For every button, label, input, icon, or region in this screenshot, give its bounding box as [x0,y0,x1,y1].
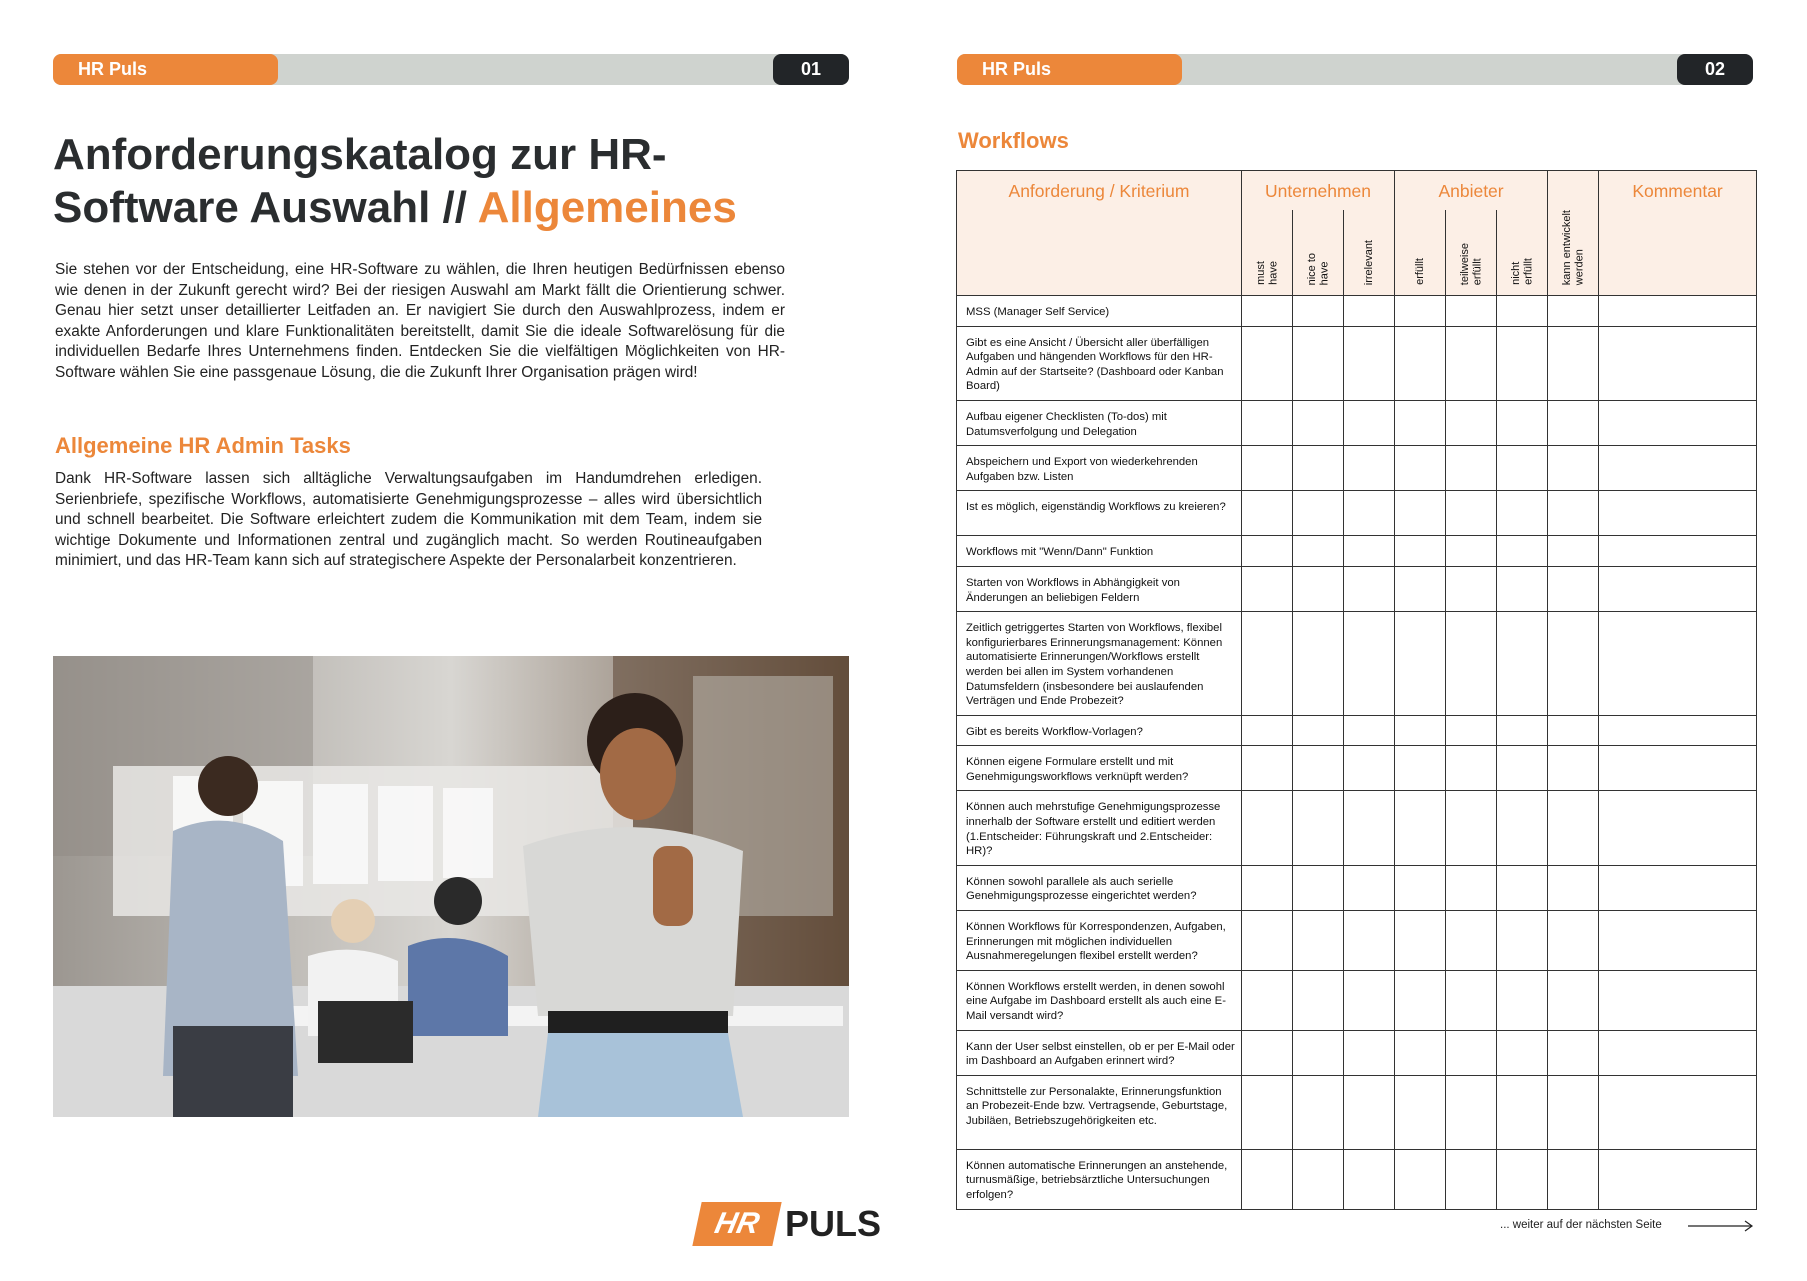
rating-cell[interactable] [1242,1149,1293,1209]
rating-cell[interactable] [1242,612,1293,716]
rating-cell[interactable] [1242,400,1293,445]
table-row [957,1030,1757,1075]
comment-cell[interactable] [1599,400,1757,445]
sub-header-not-fulfilled [1497,210,1548,296]
requirement-text: Kann der User selbst einstellen, ob er per E-Mail oder im Dashboard an Aufgaben erinnert wird? [957,1030,1242,1075]
comment-cell[interactable] [1599,715,1757,746]
comment-cell[interactable] [1599,791,1757,865]
rating-cell[interactable] [1446,536,1497,567]
rating-cell[interactable] [1548,1149,1599,1209]
rating-cell[interactable] [1497,970,1548,1030]
rating-cell[interactable] [1395,446,1446,491]
rating-cell[interactable] [1548,612,1599,716]
long-right-arrow-icon [1688,1219,1754,1233]
office-photo [53,656,849,1117]
rating-cell[interactable] [1497,400,1548,445]
comment-cell[interactable] [1599,446,1757,491]
rating-cell[interactable] [1395,566,1446,611]
comment-cell[interactable] [1599,1149,1757,1209]
rating-cell[interactable] [1293,446,1344,491]
rating-cell[interactable] [1293,536,1344,567]
rating-cell[interactable] [1395,612,1446,716]
rating-cell[interactable] [1242,446,1293,491]
rating-cell[interactable] [1497,1149,1548,1209]
rating-cell[interactable] [1497,1030,1548,1075]
document-title [53,128,813,234]
rating-cell[interactable] [1344,911,1395,971]
requirement-text: Können auch mehrstufige Genehmigungsprozesse innerhalb der Software erstellt und editiert werden (1.Entscheider: Führungskraft und 2.Entscheider: HR)? [957,791,1242,865]
rating-cell[interactable] [1395,715,1446,746]
rating-cell[interactable] [1446,970,1497,1030]
table-row [957,970,1757,1030]
rating-cell[interactable] [1395,400,1446,445]
rating-cell[interactable] [1395,536,1446,567]
requirement-text: Ist es möglich, eigenständig Workflows zu kreieren? [957,491,1242,536]
rating-cell[interactable] [1497,536,1548,567]
rating-cell[interactable] [1395,1030,1446,1075]
rating-cell[interactable] [1548,970,1599,1030]
table-row [957,865,1757,910]
rating-cell[interactable] [1293,400,1344,445]
rating-cell[interactable] [1446,491,1497,536]
comment-cell[interactable] [1599,970,1757,1030]
table-row [957,400,1757,445]
rating-cell[interactable] [1293,1149,1344,1209]
rating-cell[interactable] [1242,566,1293,611]
requirement-text: Gibt es bereits Workflow-Vorlagen? [957,715,1242,746]
rating-cell[interactable] [1242,326,1293,400]
rating-cell[interactable] [1446,612,1497,716]
rating-cell[interactable] [1446,296,1497,327]
col-header-can-develop [1548,171,1599,296]
rating-cell[interactable] [1242,715,1293,746]
rating-cell[interactable] [1548,1030,1599,1075]
rating-cell[interactable] [1242,970,1293,1030]
table-row [957,566,1757,611]
rating-cell[interactable] [1293,612,1344,716]
requirements-table-body [957,296,1757,1210]
requirement-text: Können sowohl parallele als auch serielle Genehmigungsprozesse eingerichtet werden? [957,865,1242,910]
rating-cell[interactable] [1293,865,1344,910]
rating-cell[interactable] [1446,446,1497,491]
comment-cell[interactable] [1599,1030,1757,1075]
rating-cell[interactable] [1293,326,1344,400]
rating-cell[interactable] [1344,970,1395,1030]
logo-puls: PULS [785,1203,882,1244]
sub-header-label: irrelevant [1362,239,1375,285]
rating-cell[interactable] [1242,491,1293,536]
rating-cell[interactable] [1293,566,1344,611]
rating-cell[interactable] [1242,746,1293,791]
brand-tag: HR Puls [957,54,1182,85]
requirements-table [956,170,1757,1210]
table-row [957,612,1757,716]
requirement-text: Können eigene Formulare erstellt und mit Genehmigungsworkflows verknüpft werden? [957,746,1242,791]
rating-cell[interactable] [1395,296,1446,327]
requirement-text: Starten von Workflows in Abhängigkeit von Änderungen an beliebigen Feldern [957,566,1242,611]
rating-cell[interactable] [1395,911,1446,971]
table-row [957,1149,1757,1209]
comment-cell[interactable] [1599,865,1757,910]
rating-cell[interactable] [1395,791,1446,865]
rating-cell[interactable] [1497,296,1548,327]
page-number: 01 [773,54,849,85]
rating-cell[interactable] [1344,536,1395,567]
rating-cell[interactable] [1497,1075,1548,1149]
rating-cell[interactable] [1395,970,1446,1030]
rating-cell[interactable] [1344,491,1395,536]
col-group-company: Unternehmen [1242,171,1395,211]
requirement-text: Abspeichern und Export von wiederkehrenden Aufgaben bzw. Listen [957,446,1242,491]
rating-cell[interactable] [1293,491,1344,536]
page-right [904,0,1807,1281]
rating-cell[interactable] [1395,1149,1446,1209]
rating-cell[interactable] [1497,746,1548,791]
rating-cell[interactable] [1548,865,1599,910]
rating-cell[interactable] [1395,491,1446,536]
rating-cell[interactable] [1548,791,1599,865]
rating-cell[interactable] [1446,715,1497,746]
rating-cell[interactable] [1446,911,1497,971]
sub-header-label: nice to have [1305,252,1330,285]
logo-hr: HR [692,1202,781,1246]
rating-cell[interactable] [1242,1030,1293,1075]
comment-cell[interactable] [1599,566,1757,611]
rating-cell[interactable] [1344,715,1395,746]
sub-header-label: teilweise erfüllt [1458,242,1484,285]
rating-cell[interactable] [1446,746,1497,791]
rating-cell[interactable] [1548,446,1599,491]
page-header-bar [957,54,1753,85]
rating-cell[interactable] [1293,1075,1344,1149]
table-row [957,296,1757,327]
intro-paragraph: Sie stehen vor der Entscheidung, eine HR-Software zu wählen, die Ihren heutigen Bedürfnissen ebenso wie denen in der Zukunft gerecht wird? Bei der riesigen Auswahl am Markt fällt die Orientierung schwer. Genau hier setzt unser detaillierter Leitfaden an. Er navigiert Sie durch den Auswahlprozess, indem er exakte Anforderungen und klare Funktionalitäten bereitstellt, damit Sie die ideale Softwarelösung für die individuellen Bedarfe Ihres Unternehmens finden. Entdecken Sie die vielfältigen Möglichkeiten von HR-Software wählen Sie eine passgenaue Lösung, die die Zukunft Ihrer Organisation prägen wird! [55,261,785,381]
workflows-title: Workflows [958,128,1069,153]
rating-cell[interactable] [1395,1075,1446,1149]
requirement-text: Können Workflows erstellt werden, in denen sowohl eine Aufgabe im Dashboard erstellt als auch eine E-Mail versandt wird? [957,970,1242,1030]
rating-cell[interactable] [1497,715,1548,746]
comment-cell[interactable] [1599,746,1757,791]
rating-cell[interactable] [1344,865,1395,910]
rating-cell[interactable] [1497,911,1548,971]
sub-header-must-have [1242,210,1293,296]
requirement-text: Aufbau eigener Checklisten (To-dos) mit Datumsverfolgung und Delegation [957,400,1242,445]
table-row [957,1075,1757,1149]
rating-cell[interactable] [1497,612,1548,716]
rating-cell[interactable] [1446,400,1497,445]
comment-cell[interactable] [1599,326,1757,400]
rating-cell[interactable] [1242,865,1293,910]
rating-cell[interactable] [1344,326,1395,400]
rating-cell[interactable] [1446,865,1497,910]
comment-cell[interactable] [1599,296,1757,327]
rating-cell[interactable] [1548,536,1599,567]
rating-cell[interactable] [1344,612,1395,716]
continue-note: ... weiter auf der nächsten Seite [1500,1219,1662,1231]
rating-cell[interactable] [1446,791,1497,865]
rating-cell[interactable] [1344,446,1395,491]
col-group-vendor: Anbieter [1395,171,1548,211]
rating-cell[interactable] [1497,491,1548,536]
rating-cell[interactable] [1395,746,1446,791]
rating-cell[interactable] [1344,746,1395,791]
comment-cell[interactable] [1599,612,1757,716]
rating-cell[interactable] [1497,326,1548,400]
section-body: Dank HR-Software lassen sich alltägliche Verwaltungsaufgaben im Handumdrehen erledigen. Serienbriefe, spezifische Workflows, automatisierte Genehmigungsprozesse – alles wird übersichtlich und schnell bearbeitet. Die Software erleichtert zudem die Kommunikation mit dem Team, indem sie wichtige Dokumente und Informationen zentral und zugänglich macht. So werden Routineaufgaben minimiert, und das HR-Team kann sich auf strategischere Aspekte der Personalarbeit konzentrieren. [55,470,762,570]
table-row [957,791,1757,865]
office-photo-illustration [53,656,849,1117]
rating-cell[interactable] [1395,326,1446,400]
sub-header-label: erfüllt [1413,258,1426,285]
comment-cell[interactable] [1599,911,1757,971]
title-main: Anforderungskatalog zur HR-Software Auswahl // [53,130,667,232]
rating-cell[interactable] [1548,1075,1599,1149]
sub-header-label: kann entwickelt werden [1560,209,1586,285]
rating-cell[interactable] [1293,746,1344,791]
section-title: Allgemeine HR Admin Tasks [55,433,351,458]
title-accent: Allgemeines [477,183,737,232]
rating-cell[interactable] [1242,1075,1293,1149]
rating-cell[interactable] [1344,400,1395,445]
table-row [957,326,1757,400]
rating-cell[interactable] [1497,865,1548,910]
rating-cell[interactable] [1548,400,1599,445]
rating-cell[interactable] [1548,491,1599,536]
table-row [957,715,1757,746]
rating-cell[interactable] [1548,715,1599,746]
col-header-comment: Kommentar [1599,171,1757,296]
rating-cell[interactable] [1548,326,1599,400]
rating-cell[interactable] [1293,715,1344,746]
rating-cell[interactable] [1344,296,1395,327]
table-row [957,746,1757,791]
requirement-text: Gibt es eine Ansicht / Übersicht aller überfälligen Aufgaben und hängenden Workflows für den HR-Admin auf der Startseite? (Dashboard oder Kanban Board) [957,326,1242,400]
rating-cell[interactable] [1497,446,1548,491]
rating-cell[interactable] [1344,1075,1395,1149]
comment-cell[interactable] [1599,536,1757,567]
sub-header-label: nicht erfüllt [1509,258,1535,285]
rating-cell[interactable] [1446,1149,1497,1209]
rating-cell[interactable] [1293,1030,1344,1075]
sub-header-nice-to-have [1293,210,1344,296]
rating-cell[interactable] [1242,791,1293,865]
page-number: 02 [1677,54,1753,85]
rating-cell[interactable] [1344,791,1395,865]
rating-cell[interactable] [1497,566,1548,611]
rating-cell[interactable] [1344,1030,1395,1075]
rating-cell[interactable] [1293,296,1344,327]
rating-cell[interactable] [1242,536,1293,567]
rating-cell[interactable] [1344,1149,1395,1209]
requirement-text: Können Workflows für Korrespondenzen, Aufgaben, Erinnerungen mit möglichen individuellen Ausnahmeregelungen flexibel erstellt werden? [957,911,1242,971]
table-row [957,911,1757,971]
comment-cell[interactable] [1599,491,1757,536]
requirement-text: Workflows mit "Wenn/Dann" Funktion [957,536,1242,567]
rating-cell[interactable] [1446,1075,1497,1149]
rating-cell[interactable] [1242,296,1293,327]
sub-header-label: must have [1254,261,1279,285]
rating-cell[interactable] [1293,970,1344,1030]
sub-header-fulfilled [1395,210,1446,296]
rating-cell[interactable] [1293,911,1344,971]
rating-cell[interactable] [1548,746,1599,791]
sub-header-partly-fulfilled [1446,210,1497,296]
rating-cell[interactable] [1293,791,1344,865]
rating-cell[interactable] [1548,911,1599,971]
rating-cell[interactable] [1242,911,1293,971]
requirement-text: Können automatische Erinnerungen an anstehende, turnusmäßige, betriebsärztliche Untersuchungen erfolgen? [957,1149,1242,1209]
rating-cell[interactable] [1446,326,1497,400]
requirement-text: Zeitlich getriggertes Starten von Workflows, flexibel konfigurierbares Erinnerungsmanagement: Können automatisierte Erinnerungen/Workflows erstellt werden bei allen im System vorhandenen Datumsfeldern (insbesondere bei auslaufenden Verträgen und Ende Probezeit? [957,612,1242,716]
rating-cell[interactable] [1497,791,1548,865]
requirement-text: MSS (Manager Self Service) [957,296,1242,327]
table-row [957,446,1757,491]
rating-cell[interactable] [1446,1030,1497,1075]
comment-cell[interactable] [1599,1075,1757,1149]
page-header-bar [53,54,849,85]
brand-tag: HR Puls [53,54,278,85]
rating-cell[interactable] [1395,865,1446,910]
sub-header-irrelevant [1344,210,1395,296]
col-header-requirement: Anforderung / Kriterium [957,171,1242,296]
rating-cell[interactable] [1548,296,1599,327]
table-row [957,491,1757,536]
rating-cell[interactable] [1446,566,1497,611]
rating-cell[interactable] [1344,566,1395,611]
table-row [957,536,1757,567]
rating-cell[interactable] [1548,566,1599,611]
requirement-text: Schnittstelle zur Personalakte, Erinnerungsfunktion an Probezeit-Ende bzw. Vertragsende, Geburtstage, Jubiläen, Betriebszugehörigkeiten etc. [957,1075,1242,1149]
